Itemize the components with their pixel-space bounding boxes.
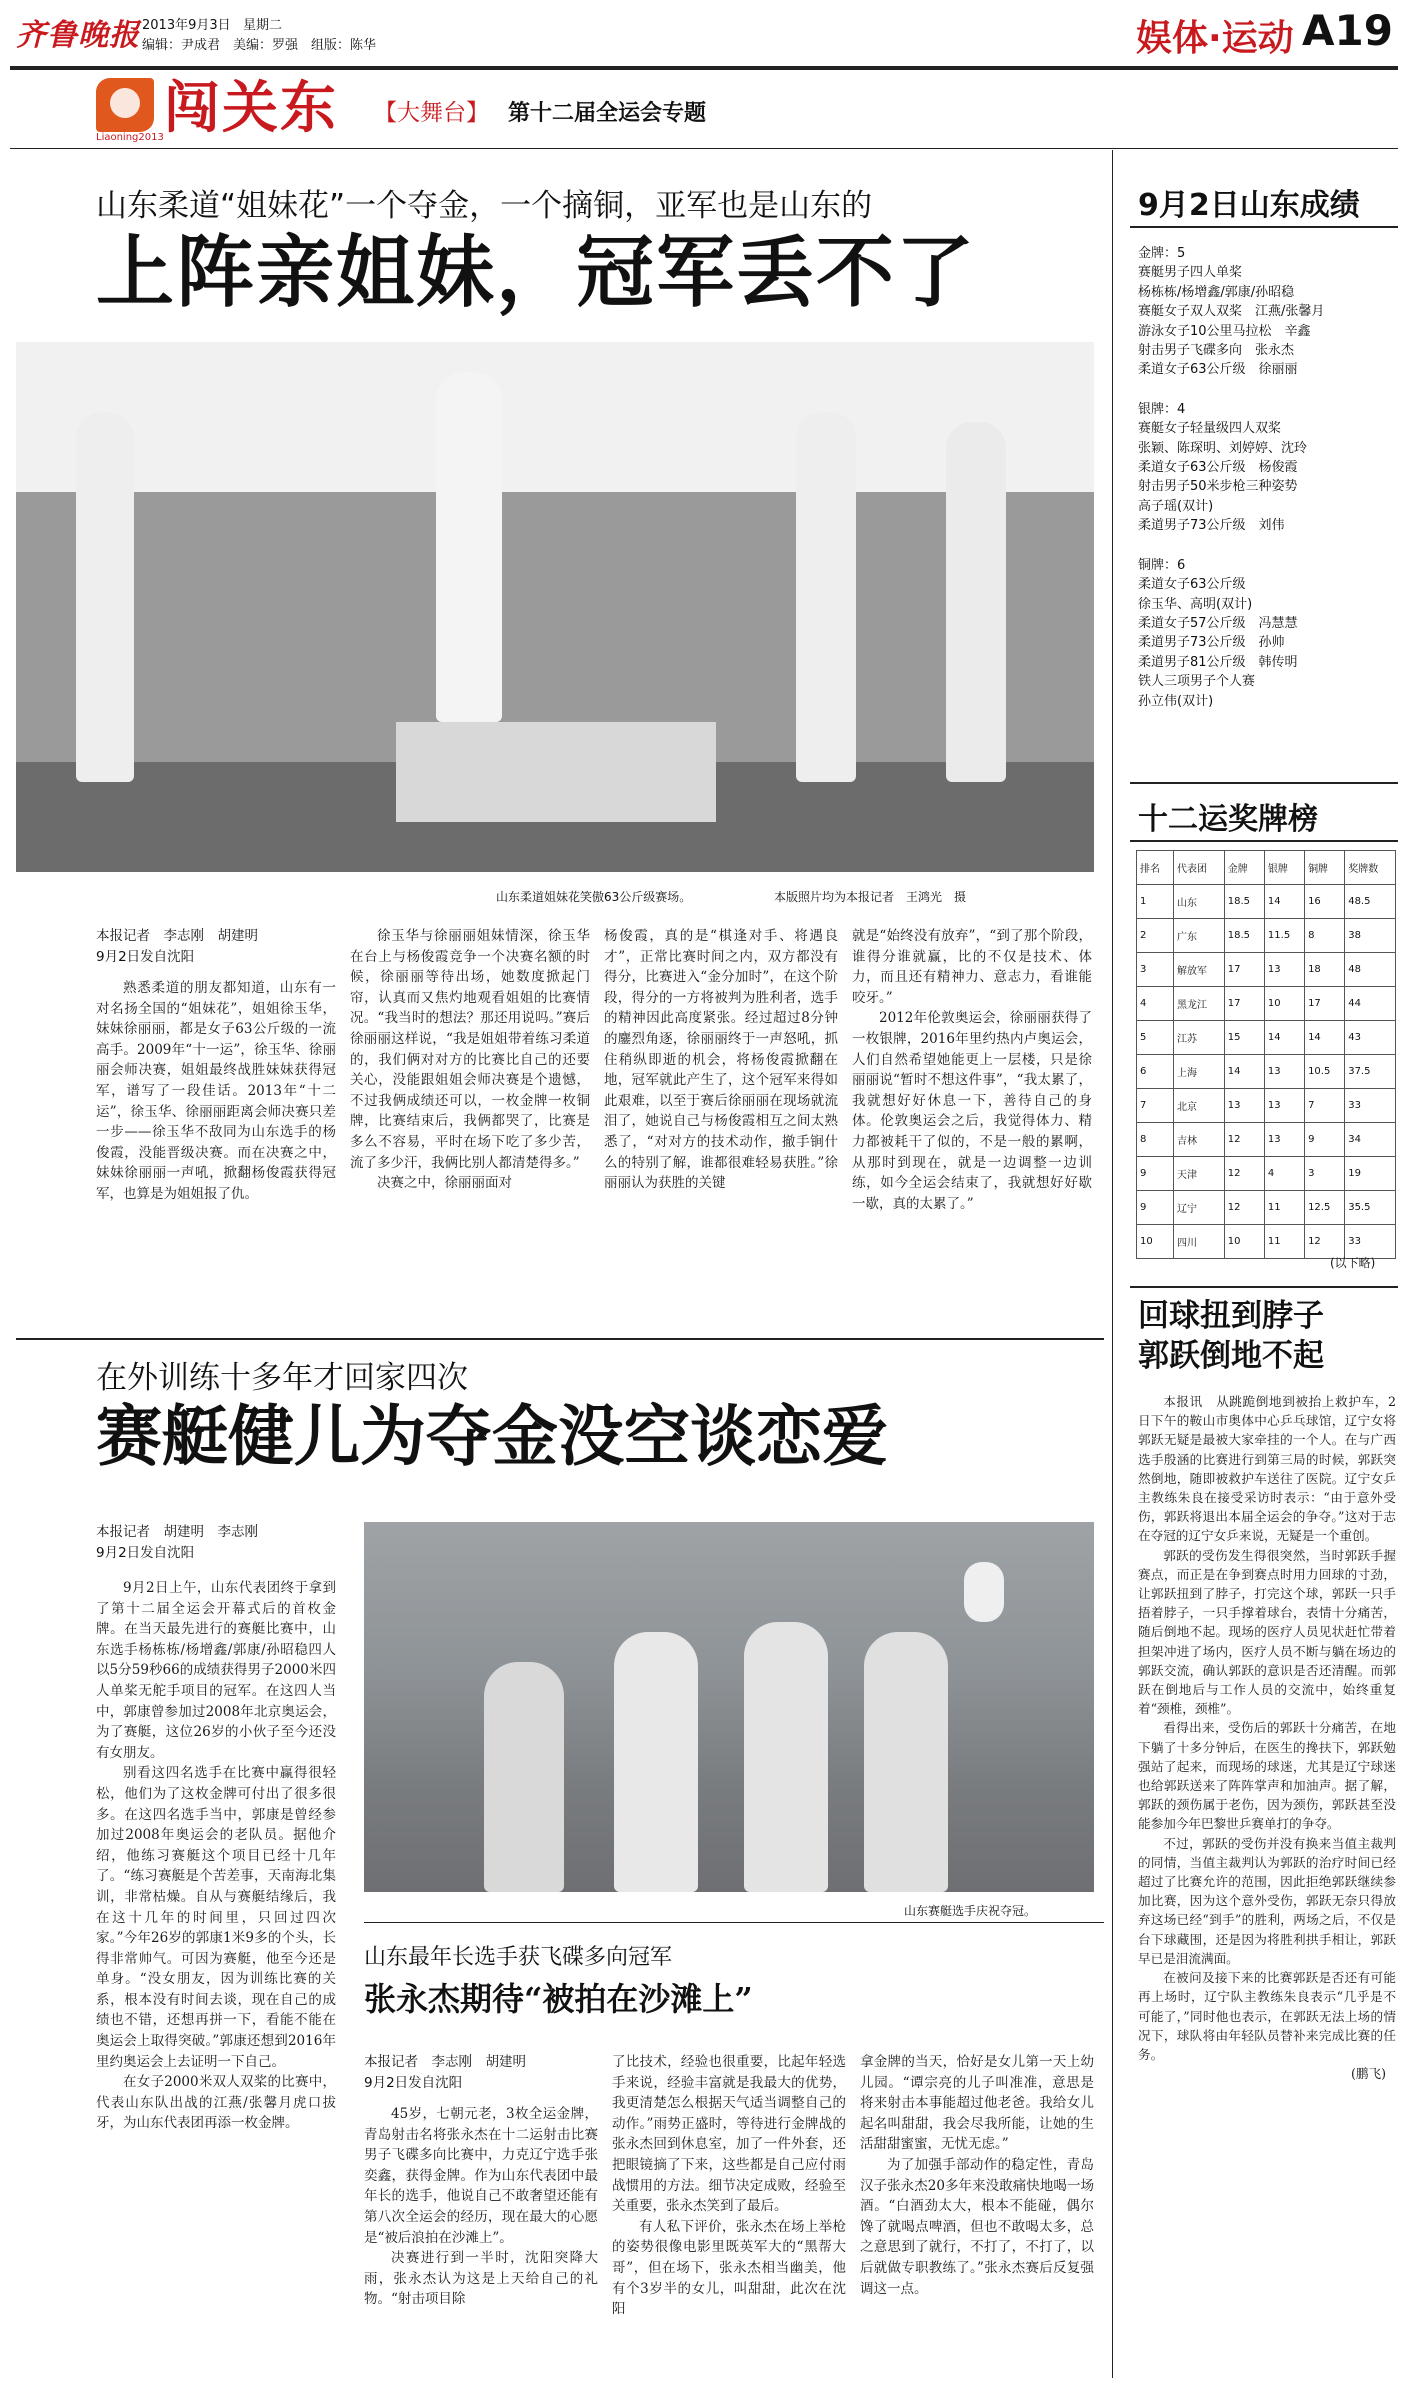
article3-paragraph: 拿金牌的当天，恰好是女儿第一天上幼儿园。“谭宗亮的儿子叫准准，意思是将来射击本事能超过他老爸。我给女儿起名叫甜甜，我会尽我所能，让她的生活甜甜蜜蜜，无忧无虑。” [860,2054,1094,2153]
table-cell: 广东 [1174,919,1225,953]
table-cell: 48 [1345,953,1396,987]
result-line: 柔道女子63公斤级 徐丽丽 [1138,362,1298,378]
editor-credits: 编辑：尹成君 美编：罗强 组版：陈华 [142,38,377,53]
result-line: 柔道男子73公斤级 孙帅 [1138,635,1285,651]
results-title: 9月2日山东成绩 [1138,188,1360,223]
table-cell: 5 [1137,1021,1174,1055]
table-cell: 11.5 [1264,919,1304,953]
result-line: 柔道女子57公斤级 冯慧慧 [1138,615,1298,631]
result-line: 射击男子飞碟多向 张永杰 [1138,343,1295,359]
article1-column-1 [96,978,336,1205]
result-line: 赛艇女子轻量级四人双桨 [1138,421,1282,437]
sidebar-paragraph: 郭跃的受伤发生得很突然，当时郭跃手握赛点，而正是在争到赛点时用力回球的寸劲，让郭跃扭到了脖子，打完这个球，郭跃一只手捂着脖子，一只手撑着球台，表情十分痛苦，随后倒地不起。现场的医疗人员见状赶忙带着担架冲进了场内，医疗人员不断与躺在场边的郭跃交流，确认郭跃的意识是否还清醒。而郭跃在倒地后与工作人员的交流中，始终重复着“颈椎，颈椎”。 [1138,1547,1396,1717]
table-cell: 8 [1305,919,1345,953]
medal-table-title-rule [1130,840,1398,842]
table-cell: 17 [1224,953,1264,987]
silver-header: 银牌：4 [1138,401,1186,417]
article1-paragraph: 熟悉柔道的朋友都知道，山东有一对名扬全国的“姐妹花”，姐姐徐玉华，妹妹徐丽丽，都是女子63公斤级的一流高手。2009年“十一运”，徐玉华、徐丽丽会师决赛，姐姐最终战胜妹妹获得冠军，谱写了一段佳话。2013年“十二运”，徐玉华、徐丽丽距离会师决赛只差一步——徐玉华不敌同为山东选手的杨俊霞，没能晋级决赛。而在决赛之中，妹妹徐丽丽一声吼，掀翻杨俊霞获得冠军，也算是为姐姐报了仇。 [96,980,336,1202]
header-cell: 奖牌数 [1345,851,1396,885]
result-line: 柔道女子63公斤级 杨俊霞 [1138,460,1298,476]
masthead [0,0,1409,62]
photo2-caption: 山东赛艇选手庆祝夺冠。 [904,1904,1037,1918]
gold-header: 金牌：5 [1138,246,1186,261]
header-cell: 代表团 [1174,851,1225,885]
article3-byline-reporters: 本报记者 李志刚 胡建明 [364,2054,526,2070]
banner-topic: 第十二届全运会专题 [508,101,707,126]
medal-table-title: 十二运奖牌榜 [1138,802,1318,837]
banner [96,75,996,144]
table-cell: 33 [1345,1089,1396,1123]
article1-byline-dateline: 9月2日发自沈阳 [96,948,195,965]
sidebar-headline-line: 回球扭到脖子 [1138,1298,1324,1334]
table-cell: 13 [1264,953,1304,987]
table-row [1137,953,1396,987]
article3-paragraph: 45岁，七朝元老，3枚全运金牌，青岛射击名将张永杰在十二运射击比赛男子飞碟多向比赛中，力克辽宁选手张奕鑫，获得金牌。作为山东代表团中最年长的选手，他说自己不敢奢望还能有第八次全运会的经历，现在最大的心愿是“被后浪拍在沙滩上”。 [364,2106,598,2246]
article2-byline-reporters: 本报记者 胡建明 李志刚 [96,1524,258,1540]
table-row [1137,1055,1396,1089]
table-cell: 4 [1137,987,1174,1021]
result-line: 徐玉华、高明(双计) [1138,596,1253,612]
article1-byline-reporters: 本报记者 李志刚 胡建明 [96,928,258,944]
article3-kicker: 山东最年长选手获飞碟多向冠军 [364,1945,673,1970]
article1-column-4 [852,926,1092,1214]
article1-headline: 上阵亲姐妹，冠军丢不了 [96,227,977,318]
table-cell: 9 [1137,1191,1174,1225]
sidebar-story-body [1138,1392,1396,2083]
table-cell: 12 [1224,1123,1264,1157]
table-cell: 10 [1137,1225,1174,1259]
photo1-credit: 本版照片均为本报记者 王鸿光 摄 [774,890,967,904]
table-row [1137,1123,1396,1157]
sidebar-story-headline [1138,1296,1324,1376]
table-cell: 18 [1305,953,1345,987]
result-line: 赛艇女子双人双桨 江燕/张馨月 [1138,304,1325,320]
table-cell: 38 [1345,919,1396,953]
article3-paragraph: 为了加强手部动作的稳定性，青岛汉子张永杰20多年来没敢痛快地喝一场酒。“白酒劲太大，根本不能碰，偶尔馋了就喝点啤酒，但也不敢喝太多，总之意思到了就行，不打了，不打了，以后就做专职教练了。”张永杰赛后反复强调这一点。 [860,2156,1094,2297]
rowing-photo [364,1522,1094,1892]
table-cell: 18.5 [1224,885,1264,919]
result-line: 杨栋栋/杨增鑫/郭康/孙昭稳 [1138,284,1295,300]
article3-byline [364,2052,598,2093]
issue-date: 2013年9月3日 [142,18,231,33]
table-cell: 12 [1224,1157,1264,1191]
photo1-caption: 山东柔道姐妹花笑傲63公斤级赛场。 [496,890,692,904]
table-cell: 12 [1305,1225,1345,1259]
table-cell: 上海 [1174,1055,1225,1089]
table-cell: 12.5 [1305,1191,1345,1225]
table-cell: 10.5 [1305,1055,1345,1089]
table-cell: 13 [1264,1055,1304,1089]
article1-column-2 [350,926,590,1194]
table-cell: 9 [1305,1123,1345,1157]
result-line: 射击男子50米步枪三种姿势 [1138,479,1298,495]
table-cell: 北京 [1174,1089,1225,1123]
table-cell: 19 [1345,1157,1396,1191]
table-cell: 14 [1224,1055,1264,1089]
table-row [1137,1089,1396,1123]
banner-brand: 闯关东 [164,75,338,141]
table-cell: 13 [1264,1123,1304,1157]
table-cell: 1 [1137,885,1174,919]
article1-kicker: 山东柔道“姐妹花”一个夺金，一个摘铜，亚军也是山东的 [96,188,873,224]
table-row [1137,1157,1396,1191]
table-cell: 天津 [1174,1157,1225,1191]
sidebar-divider [1112,150,1113,2378]
section-rule [16,1338,1104,1340]
result-line: 柔道女子63公斤级 [1138,577,1246,593]
table-cell: 18.5 [1224,919,1264,953]
header-cell: 排名 [1137,851,1174,885]
table-cell: 3 [1137,953,1174,987]
table-cell: 17 [1305,987,1345,1021]
table-cell: 48.5 [1345,885,1396,919]
banner-rule [10,148,1398,149]
table-cell: 43 [1345,1021,1396,1055]
header-cell: 铜牌 [1305,851,1345,885]
table-cell: 11 [1264,1191,1304,1225]
issue-weekday: 星期二 [243,18,283,33]
article2-paragraph: 在女子2000米双人双桨的比赛中，代表山东队出战的江燕/张馨月虎口拔牙，为山东代表团再添一枚金牌。 [96,2074,336,2132]
result-line: 铁人三项男子个人赛 [1138,674,1256,690]
article1-paragraph: 徐玉华与徐丽丽姐妹情深，徐玉华在台上与杨俊霞竞争一个决赛名额的时候，徐丽丽等待出场，她数度掀起门帘，认真而又焦灼地观看姐姐的比赛情况。“我当时的想法？那还用说吗。”赛后徐丽丽这样说，“我是姐姐带着练习柔道的，我们俩对对方的比赛比自己的还要关心，没能跟姐姐会师决赛是个遗憾，不过我俩成绩还可以，一枚金牌一枚铜牌，比赛结束后，我俩都哭了，比赛是多么不容易，平时在场下吃了多少苦，流了多少汗，我俩比别人都清楚得多。” [350,928,590,1171]
result-line: 孙立伟(双计) [1138,693,1214,709]
table-cell: 13 [1264,1089,1304,1123]
masthead-rule [10,66,1398,70]
article3-column-2 [612,2052,846,2320]
table-cell: 10 [1224,1225,1264,1259]
games-logo-caption: Liaoning2013 [96,132,164,143]
table-cell: 8 [1137,1123,1174,1157]
games-logo-icon [96,78,154,132]
article2-paragraph: 别看这四名选手在比赛中赢得很轻松，他们为了这枚金牌可付出了很多很多。在这四名选手当中，郭康是曾经参加过2008年奥运会的老队员。据他介绍，他练习赛艇这个项目已经十几年了。“练习赛艇是个苦差事，天南海北集训，非常枯燥。自从与赛艇结缘后，我在这十几年的时间里，只回过四次家。”今年26岁的郭康1米9多的个头，长得非常帅气。可因为赛艇，他至今还是单身。“没女朋友，因为训练比赛的关系，根本没有时间去谈，现在自己的成绩也不错，还想再拼一下，看能不能在奥运会上取得突破。”郭康还想到2016年里约奥运会上去证明一下自己。 [96,1765,336,2070]
table-cell: 解放军 [1174,953,1225,987]
sidebar-story-rule [1130,1286,1398,1288]
table-cell: 7 [1137,1089,1174,1123]
table-cell: 44 [1345,987,1396,1021]
medal-table-top-rule [1130,782,1398,784]
results-list [1138,244,1398,711]
table-cell: 四川 [1174,1225,1225,1259]
table-row [1137,1191,1396,1225]
banner-tag: 【大舞台】 [374,100,489,126]
table-row [1137,885,1396,919]
table-cell: 35.5 [1345,1191,1396,1225]
table-cell: 34 [1345,1123,1396,1157]
sidebar-paragraph: 不过，郭跃的受伤并没有换来当值主裁判的同情，当值主裁判认为郭跃的治疗时间已经超过了比赛允许的范围，因此拒绝郭跃继续参加比赛，因为这个意外受伤，郭跃无奈只得放弃这场已经“到手”的胜利，两场之后，不仅是台下球藏围，还是因为将胜利拱手相让，郭跃早已是泪流满面。 [1138,1835,1396,1966]
article2-kicker: 在外训练十多年才回家四次 [96,1360,468,1396]
table-cell: 4 [1264,1157,1304,1191]
article2-body [96,1578,336,2134]
dateline [142,14,282,33]
table-cell: 14 [1305,1021,1345,1055]
table-cell: 9 [1137,1157,1174,1191]
judo-podium-photo [16,342,1094,872]
sidebar-headline-line: 郭跃倒地不起 [1138,1338,1324,1374]
paper-logo: 齐鲁晚报 [16,18,140,53]
table-cell: 黑龙江 [1174,987,1225,1021]
table-cell: 14 [1264,1021,1304,1055]
table-cell: 10 [1264,987,1304,1021]
article1-column-3 [604,926,838,1194]
medal-table-header-row [1137,851,1396,885]
medal-table [1136,850,1396,1259]
result-line: 张颖、陈琛明、刘婷婷、沈玲 [1138,440,1308,456]
table-row [1137,919,1396,953]
table-cell: 14 [1264,885,1304,919]
article1-paragraph: 决赛之中，徐丽丽面对 [377,1175,512,1192]
table-cell: 17 [1224,987,1264,1021]
table-row [1137,987,1396,1021]
article3-top-rule [364,1922,1104,1923]
table-cell: 2 [1137,919,1174,953]
article3-column-3 [860,2052,1094,2299]
article3-paragraph: 决赛进行到一半时，沈阳突降大雨，张永杰认为这是上天给自己的礼物。“射击项目除 [364,2250,598,2308]
table-cell: 7 [1305,1089,1345,1123]
result-line: 柔道男子81公斤级 韩传明 [1138,654,1298,670]
article3-paragraph: 了比技术，经验也很重要，比起年轻选手来说，经验丰富就是我最大的优势，我更清楚怎么根据天气适当调整自己的动作。”雨势正盛时，等待进行金牌战的张永杰回到休息室，加了一件外套，还把眼镜摘了下来，这些都是自己应付雨战惯用的方法。细节决定成败，经验至关重要，张永杰笑到了最后。 [612,2054,846,2215]
sidebar-story-credit: (鹏飞) [1350,2066,1386,2082]
table-cell: 33 [1345,1225,1396,1259]
sidebar-paragraph: 看得出来，受伤后的郭跃十分痛苦，在地下躺了十多分钟后，在医生的搀扶下，郭跃勉强站了起来，而现场的球迷，尤其是辽宁球迷也给郭跃送来了阵阵掌声和加油声。据了解，郭跃的颈伤属于老伤，因为颈伤，郭跃甚至没能参加今年巴黎世乒赛单打的争夺。 [1138,1720,1396,1832]
article3-column-1 [364,2104,598,2310]
table-cell: 13 [1224,1089,1264,1123]
table-cell: 6 [1137,1055,1174,1089]
article3-byline-dateline: 9月2日发自沈阳 [364,2074,463,2091]
article3-paragraph: 有人私下评价，张永杰在场上举枪的姿势很像电影里既英军大的“黑帮大哥”，但在场下，张永杰相当幽美，他有个3岁半的女儿，叫甜甜，此次在沈阳 [612,2218,846,2318]
bronze-header: 铜牌：6 [1138,557,1186,573]
article2-byline [96,1522,336,1563]
table-cell: 11 [1264,1225,1304,1259]
section-name: 娱体·运动 [1136,18,1294,59]
table-cell: 16 [1305,885,1345,919]
results-title-rule [1130,226,1398,228]
table-cell: 山东 [1174,885,1225,919]
article2-headline: 赛艇健儿为夺金没空谈恋爱 [96,1397,888,1475]
result-line: 赛艇男子四人单桨 [1138,265,1243,281]
result-line: 柔道男子73公斤级 刘伟 [1138,518,1285,534]
article2-byline-dateline: 9月2日发自沈阳 [96,1544,195,1561]
table-cell: 15 [1224,1021,1264,1055]
article2-paragraph: 9月2日上午，山东代表团终于拿到了第十二届全运会开幕式后的首枚金牌。在当天最先进行的赛艇比赛中，山东选手杨栋栋/杨增鑫/郭康/孙昭稳四人以5分59秒66的成绩获得男子2000米四人单桨无舵手项目的冠军。在这四人当中，郭康曾参加过2008年北京奥运会，为了赛艇，这位26岁的小伙子至今还没有女朋友。 [96,1580,336,1761]
table-cell: 吉林 [1174,1123,1225,1157]
table-cell: 辽宁 [1174,1191,1225,1225]
sidebar-paragraph: 本报讯 从跳跪倒地到被抬上救护车，2日下午的鞍山市奥体中心乒乓球馆，辽宁女将郭跃无疑是最被大家牵挂的一个人。在与广西选手殷涵的比赛进行到第三局的时候，郭跃突然倒地，随即被救护车送往了医院。辽宁女乒主教练朱良在接受采访时表示：“由于意外受伤，郭跃将退出本届全运会的争夺。”这对于志在夺冠的辽宁女乒来说，无疑是一个重创。 [1138,1394,1396,1544]
page-number: A19 [1302,6,1393,55]
table-cell: 37.5 [1345,1055,1396,1089]
sidebar-paragraph: 在被问及接下来的比赛郭跃是否还有可能再上场时，辽宁队主教练朱良表示“几乎是不可能了，”同时他也表示，在郭跃无法上场的情况下，球队将由年轻队员替补来完成比赛的任务。 [1138,1970,1396,2062]
medal-table-note: (以下略) [1330,1256,1376,1270]
article1-paragraph: 2012年伦敦奥运会，徐丽丽获得了一枚银牌，2016年里约热内卢奥运会，人们自然希望她能更上一层楼，只是徐丽丽说“暂时不想这件事”，“我太累了，我就想好好休息一下，善待自己的身体。伦敦奥运会之后，我觉得体力、精力都被耗干了似的，不是一般的累啊，从那时到现在，就是一边调整一边训练，如今全运会结束了，我就想好好歇一歇，真的太累了。” [852,1010,1092,1212]
table-row [1137,1021,1396,1055]
article1-paragraph: 就是“始终没有放弃”，“到了那个阶段，谁得分谁就赢，比的不仅是技术、体力，而且还有精神力、意志力，看谁能咬牙。” [852,928,1092,1006]
article3-headline: 张永杰期待“被拍在沙滩上” [364,1980,753,2018]
header-cell: 金牌 [1224,851,1264,885]
table-cell: 3 [1305,1157,1345,1191]
result-line: 游泳女子10公里马拉松 辛鑫 [1138,323,1311,339]
article1-paragraph: 杨俊霞，真的是“棋逢对手、将遇良才”，正常比赛时间之内，双方都没有得分，比赛进入“金分加时”，在这个阶段，得分的一方将被判为胜利者，选手的精神因此高度紧张。经过超过8分钟的鏖烈角逐，徐丽丽终于一声怒吼，抓住稍纵即逝的机会，将杨俊霞掀翻在地，冠军就此产生了，这个冠军来得如此艰难，以至于赛后徐丽丽在现场就流泪了，她说自己与杨俊霞相互之间太熟悉了，“对对方的技术动作，撤手锏什么的特别了解，谁都很难轻易获胜。”徐丽丽认为获胜的关键 [604,928,838,1192]
article1-byline [96,926,336,967]
table-cell: 江苏 [1174,1021,1225,1055]
result-line: 高子瑶(双计) [1138,498,1214,514]
table-cell: 12 [1224,1191,1264,1225]
header-cell: 银牌 [1264,851,1304,885]
